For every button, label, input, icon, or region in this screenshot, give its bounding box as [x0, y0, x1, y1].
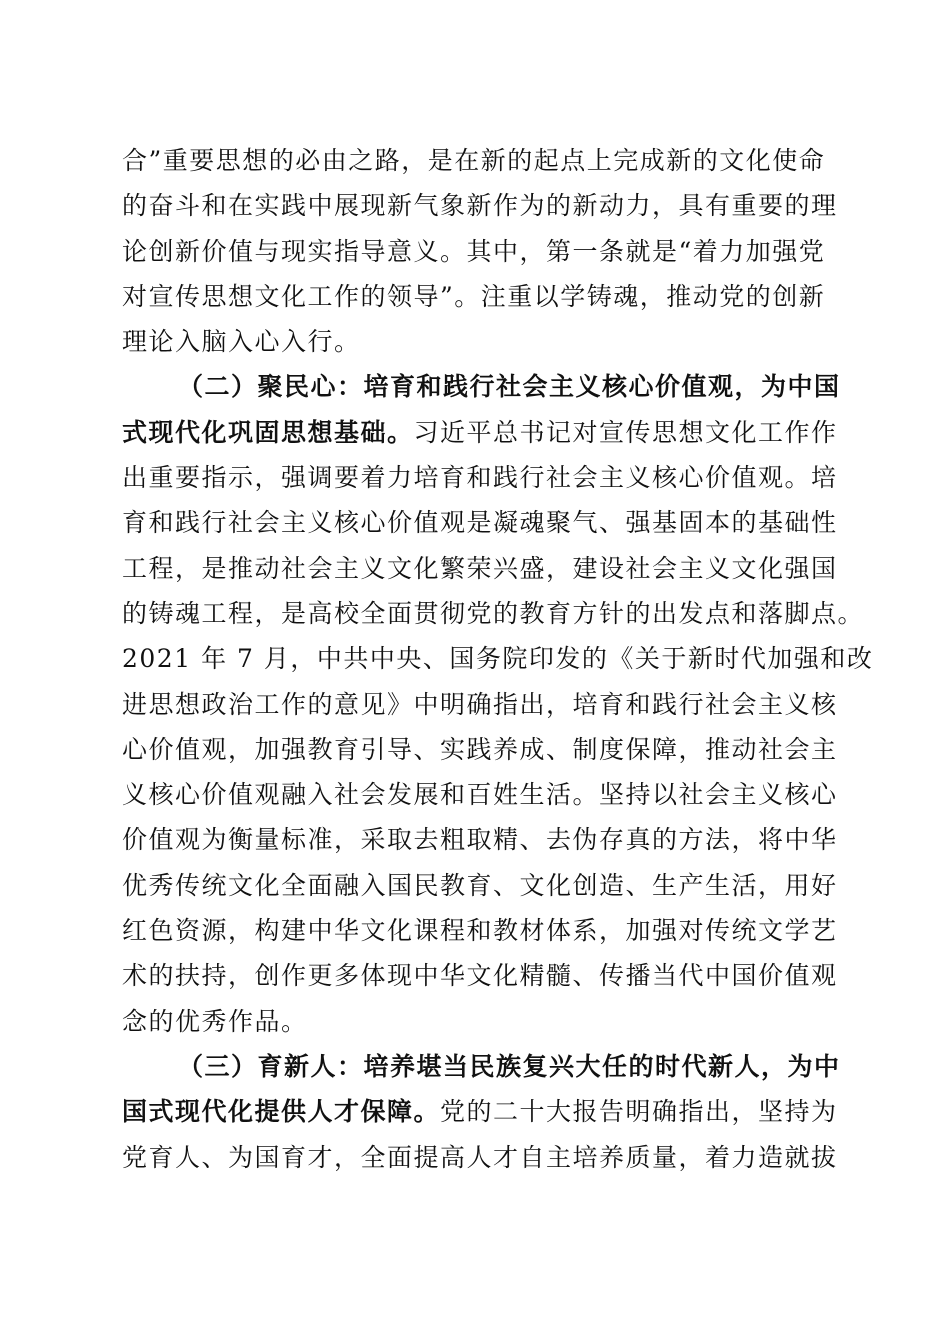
paragraph: [122, 138, 838, 364]
text-line: [122, 863, 838, 908]
body-text: 义核心价值观融入社会发展和百姓生活。坚持以社会主义核心: [122, 780, 838, 810]
body-text: 对宣传思想文化工作的领导”。注重以学铸魂，推动党的创新: [122, 281, 826, 311]
body-text: 的奋斗和在实践中展现新气象新作为的新动力，具有重要的理: [122, 191, 838, 221]
body-text: 出重要指示，强调要着力培育和践行社会主义核心价值观。培: [122, 463, 838, 493]
heading-text: 国式现代化提供人才保障。: [122, 1097, 441, 1127]
body-text: 育和践行社会主义核心价值观是凝魂聚气、强基固本的基础性: [122, 508, 838, 538]
text-line: [122, 908, 838, 953]
body-text: 工程，是推动社会主义文化繁荣兴盛，建设社会主义文化强国: [122, 553, 838, 583]
text-line: [122, 817, 838, 862]
text-line: [122, 274, 832, 319]
text-line: [122, 591, 865, 636]
body-text: 党育人、为国育才，全面提高人才自主培养质量，着力造就拔: [122, 1142, 838, 1172]
text-line: [122, 410, 838, 455]
text-line: [122, 1089, 838, 1134]
text-line: [122, 455, 838, 500]
text-line: [122, 319, 832, 364]
text-line: [122, 1044, 841, 1089]
body-text: 心价值观，加强教育引导、实践养成、制度保障，推动社会主: [122, 734, 838, 764]
body-text: 2021 年 7 月，中共中央、国务院印发的《关于新时代加强和改: [122, 644, 874, 674]
text-line: [122, 727, 838, 772]
body-text: 习近平总书记对宣传思想文化工作作: [413, 417, 838, 447]
text-line: [122, 682, 838, 727]
body-text: 红色资源，构建中华文化课程和教材体系，加强对传统文学艺: [122, 916, 838, 946]
text-line: [122, 953, 838, 998]
body-text: 念的优秀作品。: [122, 1006, 308, 1036]
paragraph: [122, 364, 874, 1043]
text-line: [122, 636, 874, 681]
body-text: 论创新价值与现实指导意义。其中，第一条就是“着力加强党: [122, 236, 826, 266]
paragraph: [122, 1044, 841, 1180]
heading-text: 式现代化巩固思想基础。: [122, 417, 414, 447]
body-text: 理论入脑入心入行。: [122, 327, 361, 357]
text-line: [122, 138, 832, 183]
text-line: [122, 772, 838, 817]
body-text: 优秀传统文化全面融入国民教育、文化创造、生产生活，用好: [122, 870, 838, 900]
text-line: [122, 1135, 838, 1180]
body-text: 进思想政治工作的意见》中明确指出，培育和践行社会主义核: [122, 689, 838, 719]
body-text: 术的扶持，创作更多体现中华文化精髓、传播当代中国价值观: [122, 961, 838, 991]
heading-text: （三）育新人：培养堪当民族复兴大任的时代新人，为中: [178, 1051, 841, 1081]
body-text: 党的二十大报告明确指出，坚持为: [440, 1097, 838, 1127]
heading-text: （二）聚民心：培育和践行社会主义核心价值观，为中国: [178, 372, 841, 402]
body-text: 合”重要思想的必由之路，是在新的起点上完成新的文化使命: [122, 146, 826, 175]
text-line: [122, 546, 838, 591]
text-line: [122, 364, 841, 409]
text-line: [122, 183, 838, 228]
text-line: [122, 229, 832, 274]
body-text: 的铸魂工程，是高校全面贯彻党的教育方针的出发点和落脚点。: [122, 598, 865, 628]
text-line: [122, 500, 838, 545]
text-line: [122, 999, 832, 1044]
document-body: [122, 138, 874, 1180]
body-text: 价值观为衡量标准，采取去粗取精、去伪存真的方法，将中华: [122, 825, 838, 855]
